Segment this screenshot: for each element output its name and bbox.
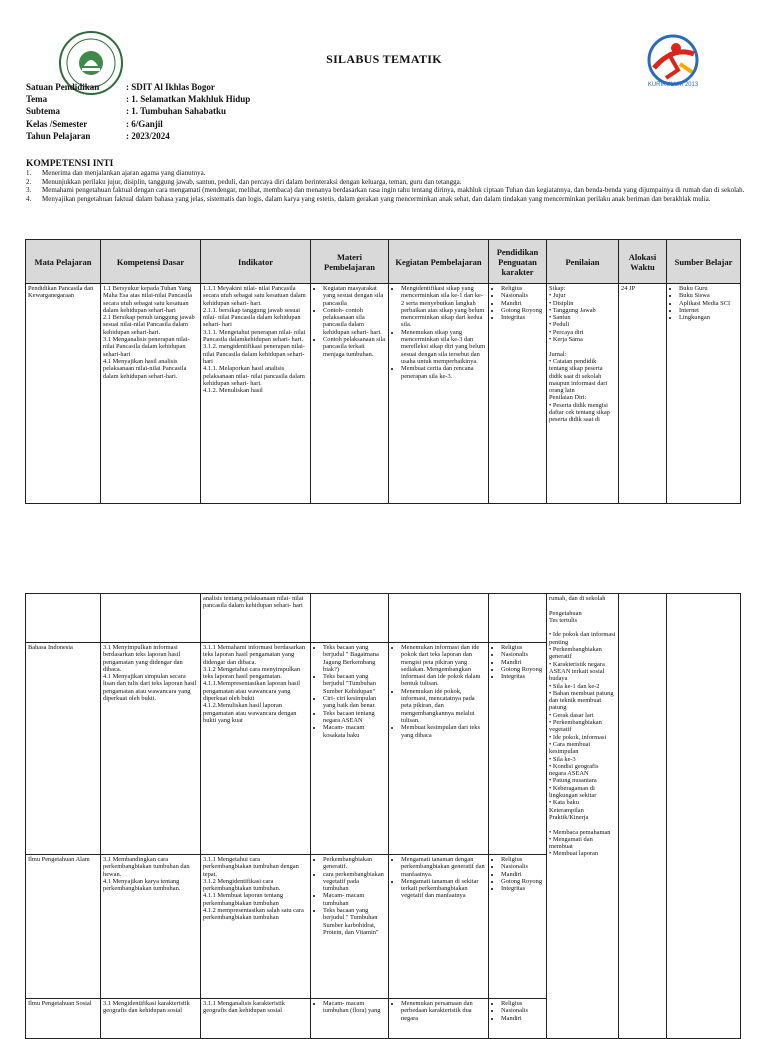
list-item: • Membuat cerita dan rencana penerapan sila ke-3. bbox=[401, 365, 486, 380]
list-item: • Religius bbox=[501, 856, 544, 863]
list-item: • Religius bbox=[501, 1000, 544, 1007]
header-penilaian: Penilaian bbox=[547, 240, 619, 284]
kegiatan-cell bbox=[389, 999, 489, 1039]
kd-cell: 1.1 Bersyukur kepada Tuhan Yang Maha Esa atas nilai-nilai Pancasila secara utuh sebagai satu kesatuan dalam kehidupan sehari-hari 2.1 Bersikap penuh tanggung jawab sesuai nilai-nilai Pancasila dalam kehidupan sehari-hari. 3.1 Menganalisis penerapan nilai-nilai Pancasila dalam kehidupan sehari-hari 4.1 Menyajikan hasil analisis pelaksanaan nilai-nilai Pancasila dalam kehidupan sehari-hari. bbox=[101, 284, 201, 504]
list-item: • Nasionalis bbox=[501, 1007, 544, 1014]
list-item: • Macam- macam kosakata baku bbox=[323, 724, 386, 739]
kd-cell: 3.1 Mengidentifikasi karakteristik geografis dan kehidupan sosial bbox=[101, 999, 201, 1039]
kurikulum-logo bbox=[640, 34, 706, 90]
karakter-cell bbox=[489, 999, 547, 1039]
header-alokasi: Alokasi Waktu bbox=[619, 240, 667, 284]
list-item: • Gotong Royong bbox=[501, 666, 544, 673]
table-header-row bbox=[26, 240, 741, 284]
list-item: • Menemukan ide pokok, informasi, mencatatnya pada peta pikiran, dan mengembangkannya melalui tulisan. bbox=[401, 688, 486, 724]
indikator-cell: 3.1.1 Menganalisis karakteristik geografis dan kehidupan sosial bbox=[201, 999, 311, 1039]
mapel-cell: Pendidikan Pancasila dan Kewarganegaraan bbox=[26, 284, 101, 504]
list-item: • Perkembangbiakan generatif. bbox=[323, 856, 386, 871]
list-item: • Internet bbox=[679, 307, 738, 314]
list-item: • Menemukan sikap yang mencerminkan sila ke-3 dan merefleksi sikap diri yang belum sesuai dengan sila tersebut dan usaha untuk memperbaikinya. bbox=[401, 329, 486, 365]
list-item: • Religius bbox=[501, 285, 544, 292]
ki-item: 2. Menunjukkan perilaku jujur, disiplin, tanggung jawab, santun, peduli, dan percaya diri dalam berinteraksi dengan keluarga, teman, guru dan tetangga. bbox=[26, 177, 462, 186]
syllabus-table-page1 bbox=[25, 239, 741, 504]
list-item: • Mandiri bbox=[501, 300, 544, 307]
list-item: • Nasionalis bbox=[501, 651, 544, 658]
list-item: • Teks bacaan yang berjudul " Bagaimana Jagung Berkembang biak?) bbox=[323, 644, 386, 673]
list-item: • Integritas bbox=[501, 314, 544, 321]
list-item: • Buku Guru bbox=[679, 285, 738, 292]
list-item: • Gotong Royong bbox=[501, 878, 544, 885]
indikator-cell: 3.1.1 Mengetahui cara perkembangbiakan tumbuhan dengan tepat. 3.1.2 Mengidentifikasi cara perkembangbiakan tumbuhan. 4.1.1 Membuat laporan tentang perkembangbiakan tumbuhan 4.1.2 mempresentasikan salah satu cara perkembangbiakan tumbuhan bbox=[201, 855, 311, 999]
kd-cell: 3.1 Membandingkan cara perkembangbiakan tumbuhan dan hewan. 4.1 Menyajikan karya tentang perkembangbiakan tumbuhan. bbox=[101, 855, 201, 999]
kurikulum-logo-text: KURIKULUM 2013 bbox=[647, 82, 699, 88]
kd-cell: 3.1 Menyimpulkan informasi berdasarkan teks laporan hasil pengamatan yang didengar dan dibaca. 4.1 Menyajikan simpulan secara lisan dan tulis dari teks laporan hasil pengamatan atau wawancara yang diperkuat oleh bukti. bbox=[101, 643, 201, 855]
list-item: • Contoh pelaksanaan sila pancasila terkait menjaga tumbuhan. bbox=[323, 336, 386, 358]
list-item: • Mengamati tanaman dengan perkembangbiakan generatif dan manfaatnya. bbox=[401, 856, 486, 878]
penilaian-cell: Sikap: • Jujur • Disiplin • Tanggung Jawab • Santun • Peduli • Percaya diri • Kerja Sama Jurnal: • Catatan pendidik tentang sikap peserta didik saat di sekolah maupun informasi dari orang lain Penilaian Diri: • Peserta didik mengisi daftar cek tentang sikap peserta didik saat di bbox=[547, 284, 619, 504]
list-item: • Nasionalis bbox=[501, 292, 544, 299]
syllabus-table-page2 bbox=[25, 593, 741, 1039]
mapel-cell: Ilmu Pengetahuan Alam bbox=[26, 855, 101, 999]
ki-item: 1. Menerima dan menjalankan ajaran agama yang dianutnya. bbox=[26, 169, 206, 178]
info-row: Tahun Pelajaran : 2023/2024 bbox=[26, 130, 170, 141]
ki-item: 3. Memahami pengetahuan faktual dengan cara mengamati (mendengar, melihat, membaca) dan menanya berdasarkan rasa ingin tahu tentang dirinya, makhluk ciptaan Tuhan dan kegiatannya, dan benda-benda yang dijumpainya di rumah dan di sekolah. bbox=[26, 186, 745, 195]
list-item: • Mandiri bbox=[501, 659, 544, 666]
list-item: • Buku Siswa bbox=[679, 292, 738, 299]
table-row bbox=[26, 594, 741, 643]
kegiatan-cell bbox=[389, 643, 489, 855]
list-item: • Macam- macam tumbuhan bbox=[323, 892, 386, 907]
info-row: Satuan Pendidikan : SDIT Al Ikhlas Bogor bbox=[26, 82, 215, 92]
list-item: • Mengidentifikasi sikap yang mencerminkan sila ke-1 dan ke-2 serta menyebutkan langkah perbaikan atas sikap yang belum mencerminkan sikap dari kedua sila. bbox=[401, 285, 486, 329]
header-karakter: Pendidikan Penguatan karakter bbox=[489, 240, 547, 284]
indikator-cell: 3.1.1 Memahami informasi berdasarkan teks laporan hasil pengamatan yang didengar dan dibaca. 3.1.2 Mengetahui cara menyimpulkan teks laporan hasil pengamatan. 4.1.1.Mempresentasikan laporan hasil pengamatan atau wawancara yang diperkuat oleh bukti 4.1.2.Menuliskan hasil laporan pengamatan atau wawancara dengan bukti yang kuat bbox=[201, 643, 311, 855]
list-item: • Mandiri bbox=[501, 871, 544, 878]
materi-cell bbox=[311, 284, 389, 504]
list-item: • Kegiatan masyarakat yang sesuai dengan sila pancasila bbox=[323, 285, 386, 307]
list-item: • Lingkungan bbox=[679, 314, 738, 321]
list-item: • Gotong Royong bbox=[501, 307, 544, 314]
karakter-cell bbox=[489, 284, 547, 504]
list-item: • Teks bacaan tentang negara ASEAN bbox=[323, 710, 386, 725]
list-item: • cara perkembangbiakan vegetatif pada tumbuhan bbox=[323, 871, 386, 893]
materi-cell bbox=[311, 855, 389, 999]
kompetensi-inti bbox=[26, 160, 746, 203]
materi-cell bbox=[311, 643, 389, 855]
materi-cell bbox=[311, 999, 389, 1039]
karakter-cell bbox=[489, 855, 547, 999]
list-item: • Teks bacaan yang berjudul " Tumbuhan Sumber karbohidrat, Protein, dan Vitamin" bbox=[323, 907, 386, 936]
info-row: Tema : 1. Selamatkan Makhluk Hidup bbox=[26, 94, 251, 105]
header-kd: Kompetensi Dasar bbox=[101, 240, 201, 284]
header-indikator: Indikator bbox=[201, 240, 311, 284]
info-row: Subtema : 1. Tumbuhan Sahabatku bbox=[26, 106, 227, 117]
info-row: Kelas /Semester : 6/Ganjil bbox=[26, 118, 163, 129]
mapel-cell: Ilmu Pengetahuan Sosial bbox=[26, 999, 101, 1039]
list-item: • Nasionalis bbox=[501, 863, 544, 870]
list-item: • Mandiri bbox=[501, 1015, 544, 1022]
header-mapel: Mata Pelajaran bbox=[26, 240, 101, 284]
kegiatan-cell bbox=[389, 855, 489, 999]
list-item: • Menemukan persamaan dan perbedaan karakteristik dua negara bbox=[401, 1000, 486, 1022]
penilaian-cell: rumah, dan di sekolah Pengetahuan Tes tertulis • Ide pokok dan informasi penting • Perkembangbiakan generatif • Karakteristik negara ASEAN terkait sosial budaya • Sila ke-1 dan ke-2 • Bahan membuat patung dan teknik membuat patung • Gerak dasar lari • Perkembangbiakan vegetatif • Ide pokok, informasi • Cara membuat kesimpulan • Sila ke-3 • Kondisi geografis negara ASEAN • Patung nusantara • Keberagaman di lingkungan sekitar • Kata baku Keterampilan Praktik/Kinerja • Membaca pemahaman • Mengamati dan membuat • Membuat laporan bbox=[547, 594, 619, 1039]
header-kegiatan: Kegiatan Pembelajaran bbox=[389, 240, 489, 284]
list-item: • Integritas bbox=[501, 885, 544, 892]
identity-block bbox=[26, 81, 250, 142]
ki-item: 4. Menyajikan pengetahuan faktual dalam bahasa yang jelas, sistematis dan logis, dalam karya yang estetis, dalam gerakan yang mencerminkan anak sehat, dan dalam tindakan yang mencerminkan perilaku anak beriman dan berakhlak mulia. bbox=[26, 194, 711, 203]
list-item: • Religius bbox=[501, 644, 544, 651]
page-title: SILABUS TEMATIK bbox=[326, 52, 442, 66]
kegiatan-cell bbox=[389, 284, 489, 504]
list-item: • Ciri- ciri kesimpulan yang baik dan benar. bbox=[323, 695, 386, 710]
list-item: • Mengamati tanaman di sekitar terkait perkembangbiakan vegetatif dan manfaatnya bbox=[401, 878, 486, 900]
table-row bbox=[26, 284, 741, 504]
alokasi-cell: 24 JP bbox=[619, 284, 667, 504]
karakter-cell bbox=[489, 643, 547, 855]
sumber-cell bbox=[667, 284, 741, 504]
indikator-cell: 1.1.1 Meyakini nilai- nilai Pancasila secara utuh sebagai satu kesatuan dalam kehidupan sehari- hari. 2.1.1. bersikap tanggung jawab sesuai nilai- nilai Pancasila dalam kehidupan sehari- hari 3.1.1. Mengetahui penerapan nilai- nilai Pancasila dalamkehidupan sehari- hari. 3.1.2. mengidentifikasi penerapan nilai- nilai Pancasila dalam kehidupan sehari- hari 4.1.1. Melaporkan hasil analisis pelaksanaan nilai- nilai pancasila dalam kehidupan sehari- hari. 4.1.2. Menuliskan hasil bbox=[201, 284, 311, 504]
ki-heading: KOMPETENSI INTI bbox=[26, 159, 114, 169]
list-item: • Menemukan informasi dan ide pokok dari teks laporan dan mengisi peta pikiran yang sediakan. Mengembangkan informasi dan ide pokok dalam bentuk tulisan. bbox=[401, 644, 486, 688]
indikator-cell: analisis tentang pelaksanaan nilai- nilai pancasila dalam kehidupan sehari- hari bbox=[201, 594, 311, 643]
list-item: • Membuat kesimpulan dari teks yang dibaca bbox=[401, 724, 486, 739]
mapel-cell: Bahasa Indonesia bbox=[26, 643, 101, 855]
list-item: • Macam- macam tumbuhan (flora) yang bbox=[323, 1000, 386, 1015]
list-item: • Integritas bbox=[501, 673, 544, 680]
list-item: • Contoh- contoh pelaksanaan sila pancasila dalam kehidupan sehari- hari. bbox=[323, 307, 386, 336]
header-materi: Materi Pembelajaran bbox=[311, 240, 389, 284]
list-item: • Aplikasi Media SCI bbox=[679, 300, 738, 307]
list-item: • Teks bacaan yang berjudul "Tumbuhan Sumber Kehidupan" bbox=[323, 673, 386, 695]
header-sumber: Sumber Belajar bbox=[667, 240, 741, 284]
